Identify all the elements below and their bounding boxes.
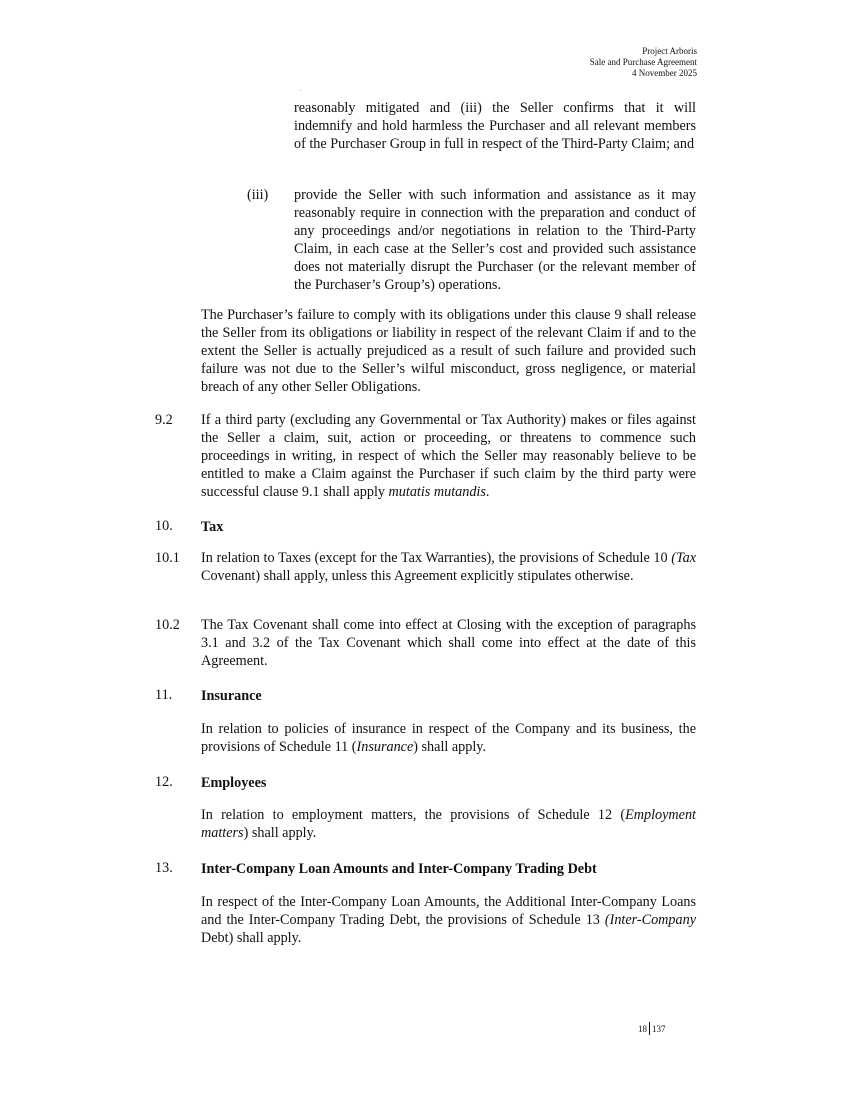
page-number: 18 — [638, 1024, 647, 1034]
clause-9-2-number: 9.2 — [155, 412, 173, 428]
clause-11-heading: Insurance — [201, 688, 262, 704]
page-header — [590, 46, 697, 79]
clause-10-2-number: 10.2 — [155, 617, 180, 633]
item-iii-label: (iii) — [247, 187, 269, 203]
clause-13-heading: Inter-Company Loan Amounts and Inter-Company Trading Debt — [201, 861, 597, 877]
clause-10-2-text: The Tax Covenant shall come into effect at Closing with the exception of paragraphs 3.1 and 3.2 of the Tax Covenant which shall come into effect at the date of this Agreement. — [201, 617, 696, 669]
clause-10-1-text: In relation to Taxes (except for the Tax Warranties), the provisions of Schedule 10 (Tax Covenant) shall apply, unless this Agreement explicitly stipulates otherwise. — [201, 550, 696, 584]
continuation-paragraph: reasonably mitigated and (iii) the Seller confirms that it will indemnify and hold harmless the Purchaser and all relevant members of the Purchaser Group in full in respect of the Third-Party Claim; and — [294, 100, 696, 152]
failure-paragraph: The Purchaser’s failure to comply with its obligations under this clause 9 shall release the Seller from its obligations or liability in respect of the relevant Claim if and to the extent the Seller is actually prejudiced as a result of such failure and provided such failure was not due to the Seller’s wilful misconduct, gross negligence, or material breach of any other Seller Obligations. — [201, 307, 696, 395]
clause-11-number: 11. — [155, 687, 173, 703]
header-project: Project Arboris — [642, 46, 697, 56]
clause-11-text: In relation to policies of insurance in respect of the Company and its business, the provisions of Schedule 11 (Insurance) shall apply. — [201, 721, 696, 755]
clause-10-1-number: 10.1 — [155, 550, 180, 566]
clause-12-number: 12. — [155, 774, 173, 790]
header-agreement: Sale and Purchase Agreement — [589, 57, 697, 67]
clause-13-number: 13. — [155, 860, 173, 876]
clause-13-text: In respect of the Inter-Company Loan Amounts, the Additional Inter-Company Loans and the Inter-Company Trading Debt, the provisions of Schedule 13 (Inter-Company Debt) shall apply. — [201, 894, 696, 946]
page-total: 137 — [652, 1024, 666, 1034]
item-iii-text: provide the Seller with such information and assistance as it may reasonably require in connection with the preparation and conduct of any proceedings and/or negotiations in relation to the Third-Party Claim, in each case at the Seller’s cost and provided such assistance does not materially disrupt the Purchaser (or the relevant member of the Purchaser’s Group’s) operations. — [294, 187, 696, 293]
clause-12-heading: Employees — [201, 775, 267, 791]
clause-12-text: In relation to employment matters, the provisions of Schedule 12 (Employment matters) shall apply. — [201, 807, 696, 841]
footer-separator — [649, 1022, 650, 1035]
clause-10-number: 10. — [155, 518, 173, 534]
clause-9-2-text: If a third party (excluding any Governmental or Tax Authority) makes or files against the Seller a claim, suit, action or proceeding, or threatens to commence such proceedings in writing, in respect of which the Seller may reasonably believe to be entitled to make a Claim against the Purchaser if such claim by the third party were successful clause 9.1 shall apply mutatis mutandis. — [201, 412, 696, 500]
marker-dot: . — [300, 87, 302, 93]
clause-10-heading: Tax — [201, 519, 224, 535]
header-date: 4 November 2025 — [632, 68, 697, 78]
page-footer — [638, 1022, 666, 1035]
